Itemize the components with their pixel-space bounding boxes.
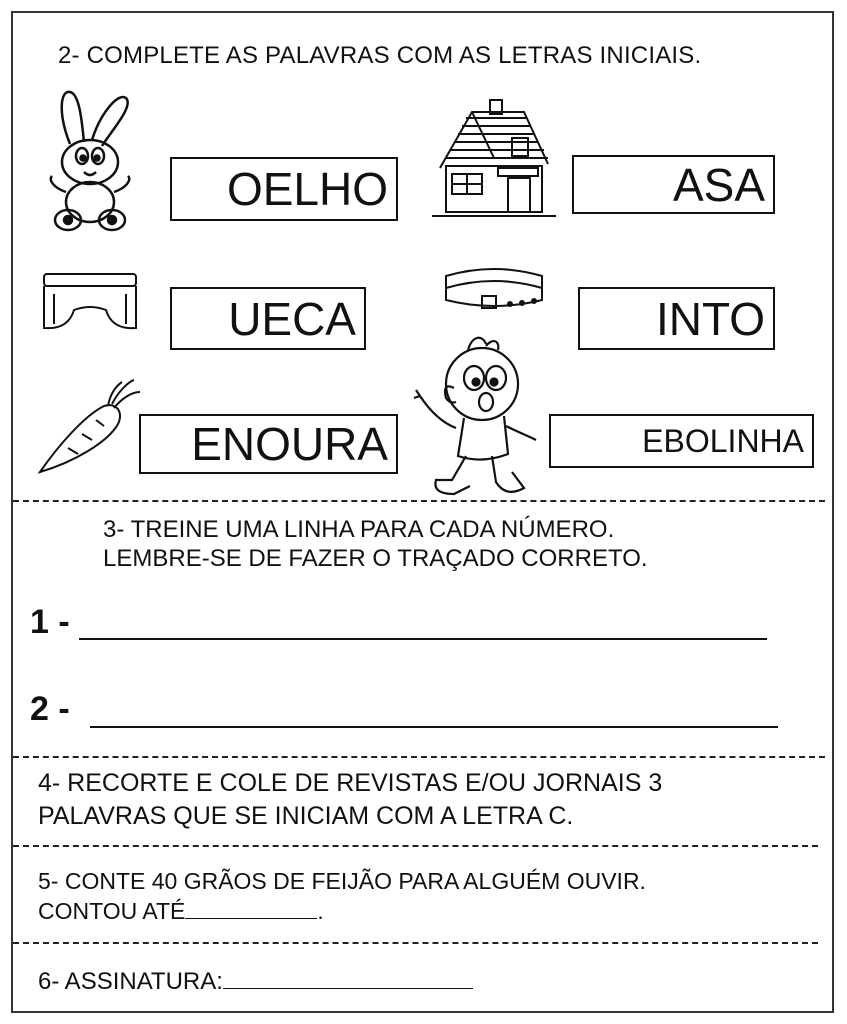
signature-label: 6- ASSINATURA:	[38, 968, 223, 995]
row-2-label: 2 -	[30, 690, 70, 728]
carrot-icon	[38, 376, 144, 476]
section-4-line-2: PALAVRAS QUE SE INICIAM COM A LETRA C.	[38, 802, 574, 830]
section-4-line-1: 4- RECORTE E COLE DE REVISTAS E/OU JORNAIS 3	[38, 769, 663, 797]
contou-ate-label: CONTOU ATÉ	[38, 898, 186, 924]
writing-line-1[interactable]	[79, 600, 767, 640]
section-2-title: 2- COMPLETE AS PALAVRAS COM AS LETRAS INICIAIS.	[58, 42, 702, 69]
house-icon	[432, 98, 556, 220]
word-box-into[interactable]	[578, 287, 775, 350]
word-asa: ASA	[672, 158, 765, 211]
section-6-line	[38, 966, 473, 997]
word-box-asa[interactable]	[572, 155, 775, 214]
word-box-oelho[interactable]	[170, 157, 398, 221]
word-ebolinha: EBOLINHA	[642, 423, 804, 459]
row-1-label: 1 -	[30, 603, 70, 641]
section-5-line-1: 5- CONTE 40 GRÃOS DE FEIJÃO PARA ALGUÉM OUVIR.	[38, 868, 646, 894]
word-ueca: UECA	[228, 292, 356, 345]
divider-2	[13, 756, 825, 758]
word-box-enoura[interactable]	[139, 414, 398, 474]
word-oelho: OELHO	[226, 163, 388, 215]
boy-character-icon	[412, 332, 544, 500]
rabbit-icon	[40, 84, 140, 234]
contou-ate-period: .	[317, 898, 324, 924]
divider-4	[13, 942, 818, 944]
underwear-icon	[40, 270, 140, 336]
word-into: INTO	[655, 292, 765, 345]
section-5-line-2	[38, 896, 324, 926]
count-blank[interactable]	[185, 896, 317, 919]
word-box-ueca[interactable]	[170, 287, 366, 350]
section-3-line-2: LEMBRE-SE DE FAZER O TRAÇADO CORRETO.	[103, 545, 648, 572]
divider-3	[13, 845, 818, 847]
writing-line-2[interactable]	[90, 688, 778, 728]
signature-blank[interactable]	[223, 966, 473, 989]
word-enoura: ENOURA	[191, 418, 388, 470]
divider-1	[13, 500, 825, 502]
section-3-line-1: 3- TREINE UMA LINHA PARA CADA NÚMERO.	[103, 516, 615, 543]
belt-icon	[436, 262, 552, 314]
word-box-ebolinha[interactable]	[549, 414, 814, 468]
